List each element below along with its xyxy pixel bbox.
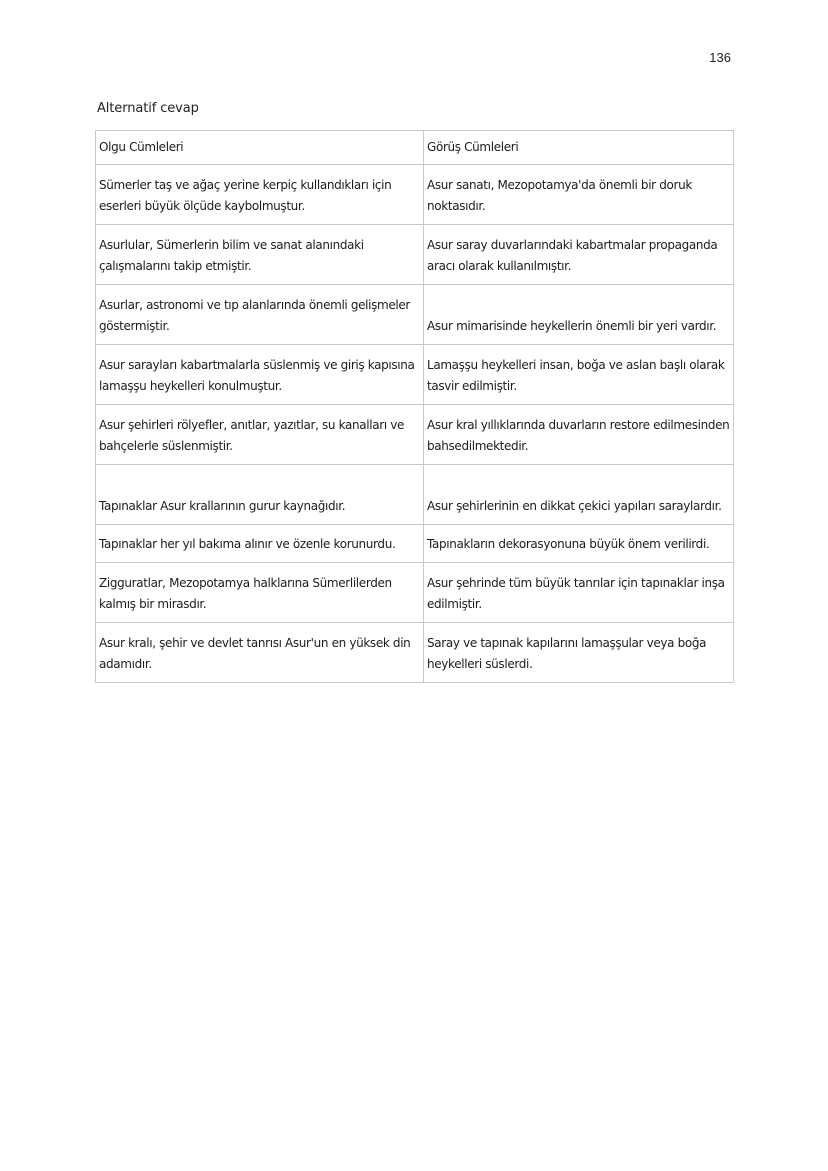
fact-cell: Asur sarayları kabartmalarla süslenmiş ve giriş kapısına lamaşşu heykelleri konulmuştur. (96, 345, 424, 405)
fact-opinion-table (95, 130, 734, 683)
opinion-cell: Asur şehrinde tüm büyük tanrılar için tapınaklar inşa edilmiştir. (424, 563, 734, 623)
opinion-cell: Tapınakların dekorasyonuna büyük önem verilirdi. (424, 525, 734, 563)
fact-cell: Asur kralı, şehir ve devlet tanrısı Asur'un en yüksek din adamıdır. (96, 623, 424, 683)
opinion-cell: Saray ve tapınak kapılarını lamaşşular veya boğa heykelleri süslerdi. (424, 623, 734, 683)
fact-cell: Asurlular, Sümerlerin bilim ve sanat alanındaki çalışmalarını takip etmiştir. (96, 225, 424, 285)
table-row (96, 285, 734, 345)
table-row (96, 525, 734, 563)
opinion-cell: Asur kral yıllıklarında duvarların restore edilmesinden bahsedilmektedir. (424, 405, 734, 465)
table-row (96, 165, 734, 225)
table-row (96, 405, 734, 465)
fact-cell: Tapınaklar her yıl bakıma alınır ve özenle korunurdu. (96, 525, 424, 563)
table-row (96, 225, 734, 285)
table-row (96, 465, 734, 525)
fact-cell: Asur şehirleri rölyefler, anıtlar, yazıtlar, su kanalları ve bahçelerle süslenmiştir. (96, 405, 424, 465)
table-row (96, 563, 734, 623)
opinion-cell: Lamaşşu heykelleri insan, boğa ve aslan başlı olarak tasvir edilmiştir. (424, 345, 734, 405)
table-header-row (96, 131, 734, 165)
opinion-cell: Asur şehirlerinin en dikkat çekici yapıları saraylardır. (424, 465, 734, 525)
fact-cell: Zigguratlar, Mezopotamya halklarına Sümerlilerden kalmış bir mirasdır. (96, 563, 424, 623)
fact-cell: Tapınaklar Asur krallarının gurur kaynağıdır. (96, 465, 424, 525)
section-heading: Alternatif cevap (97, 101, 199, 116)
header-fact-sentences: Olgu Cümleleri (96, 131, 424, 165)
table-row (96, 345, 734, 405)
fact-cell: Sümerler taş ve ağaç yerine kerpiç kullandıkları için eserleri büyük ölçüde kaybolmuştur. (96, 165, 424, 225)
page-number: 136 (709, 50, 731, 65)
header-opinion-sentences: Görüş Cümleleri (424, 131, 734, 165)
fact-cell: Asurlar, astronomi ve tıp alanlarında önemli gelişmeler göstermiştir. (96, 285, 424, 345)
opinion-cell: Asur saray duvarlarındaki kabartmalar propaganda aracı olarak kullanılmıştır. (424, 225, 734, 285)
table-row (96, 623, 734, 683)
opinion-cell: Asur sanatı, Mezopotamya'da önemli bir doruk noktasıdır. (424, 165, 734, 225)
opinion-cell: Asur mimarisinde heykellerin önemli bir yeri vardır. (424, 285, 734, 345)
